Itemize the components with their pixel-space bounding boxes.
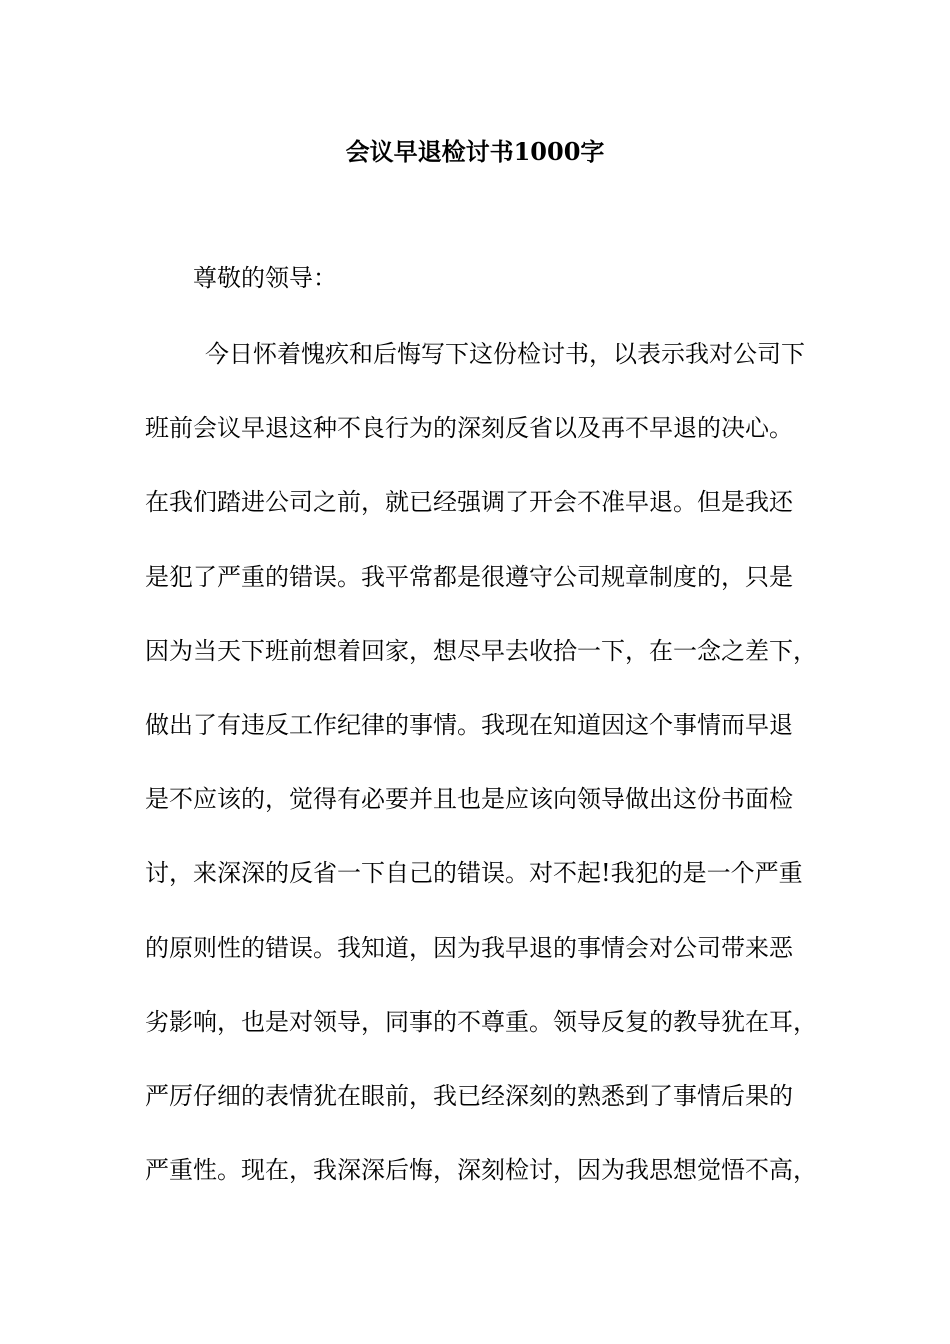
body-line: 严重性。现在，我深深后悔，深刻检讨，因为我思想觉悟不高， [145, 1156, 817, 1184]
body-line: 在我们踏进公司之前，就已经强调了开会不准早退。但是我还 [145, 488, 793, 516]
body-line: 的原则性的错误。我知道，因为我早退的事情会对公司带来恶 [145, 934, 793, 962]
salutation: 尊敬的领导： [193, 264, 337, 292]
body-line: 严厉仔细的表情犹在眼前，我已经深刻的熟悉到了事情后果的 [145, 1082, 793, 1110]
body-line: 劣影响，也是对领导，同事的不尊重。领导反复的教导犹在耳， [145, 1008, 817, 1036]
body-line: 讨，来深深的反省一下自己的错误。对不起!我犯的是一个严重 [145, 859, 803, 887]
body-line: 今日怀着愧疚和后悔写下这份检讨书，以表示我对公司下 [205, 340, 805, 368]
body-line: 是犯了严重的错误。我平常都是很遵守公司规章制度的，只是 [145, 563, 793, 591]
body-line: 做出了有违反工作纪律的事情。我现在知道因这个事情而早退 [145, 711, 793, 739]
body-line: 班前会议早退这种不良行为的深刻反省以及再不早退的决心。 [145, 414, 793, 442]
body-line: 因为当天下班前想着回家，想尽早去收拾一下，在一念之差下， [145, 637, 817, 665]
document-title: 会议早退检讨书1000字 [345, 137, 605, 166]
body-line: 是不应该的，觉得有必要并且也是应该向领导做出这份书面检 [145, 785, 793, 813]
